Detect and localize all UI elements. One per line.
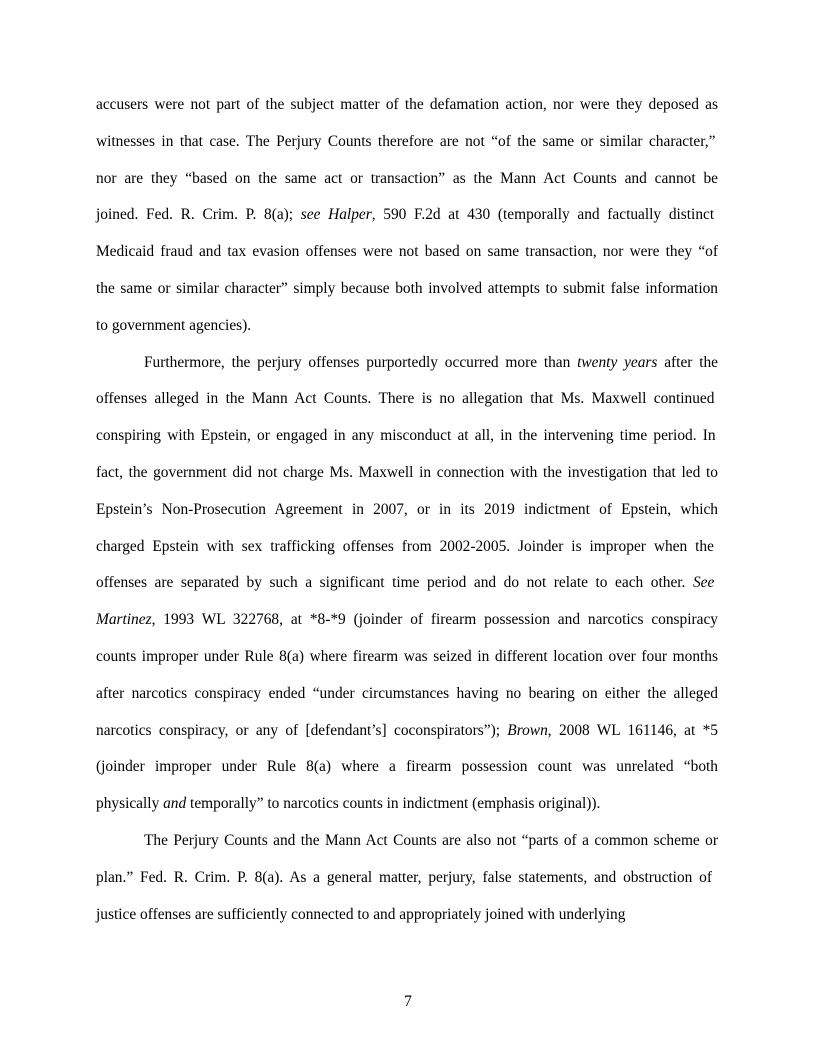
text-line (96, 426, 716, 446)
text-run: temporally” to narcotics counts in indictment (emphasis original)). (186, 795, 601, 813)
text-line (96, 242, 718, 262)
text-run: justice offenses are sufficiently connected to and appropriately joined with underlying (96, 905, 626, 923)
text-line (96, 757, 718, 777)
text-run: (joinder improper under Rule 8(a) where a firearm possession count was unrelated “both (96, 758, 718, 776)
text-run: The Perjury Counts and the Mann Act Counts are also not “parts of a common scheme or (144, 832, 718, 849)
italic-text: Brown (507, 721, 548, 739)
text-line (96, 279, 718, 299)
text-line (96, 500, 718, 520)
text-line (144, 353, 718, 373)
text-line (96, 905, 625, 925)
text-line (96, 316, 251, 336)
text-line (144, 831, 718, 851)
text-line (96, 721, 718, 741)
text-run: charged Epstein with sex trafficking offenses from 2002-2005. Joinder is improper when the (96, 537, 714, 555)
text-line (96, 684, 718, 704)
text-run: , 2008 WL 161146, at *5 (547, 721, 718, 739)
text-run: Medicaid fraud and tax evasion offenses were not based on same transaction, nor were they “of (96, 243, 718, 261)
text-line (96, 389, 714, 409)
page-number: 7 (404, 993, 412, 1010)
text-run: the same or similar character” simply because both involved attempts to submit false information (96, 280, 718, 297)
text-run: physically (96, 795, 164, 813)
italic-text: see Halper (300, 206, 372, 224)
italic-text: and (163, 795, 187, 813)
text-line (96, 537, 714, 557)
text-run: narcotics conspiracy, or any of [defendant’s] coconspirators”); (96, 721, 508, 739)
text-line (96, 868, 712, 888)
text-run: , 1993 WL 322768, at *8-*9 (joinder of firearm possession and narcotics conspiracy (151, 611, 718, 629)
text-line (96, 169, 718, 189)
text-run: offenses are separated by such a significant time period and do not relate to each other. (96, 574, 693, 592)
text-run: joined. Fed. R. Crim. P. 8(a); (96, 206, 301, 224)
italic-text: twenty years (577, 353, 658, 371)
text-line (96, 132, 715, 152)
text-run: offenses alleged in the Mann Act Counts. There is no allegation that Ms. Maxwell continued (96, 390, 715, 408)
text-line (96, 573, 714, 593)
text-run: plan.” Fed. R. Crim. P. 8(a). As a general matter, perjury, false statements, and obstruction of (96, 868, 713, 886)
text-run: nor are they “based on the same act or transaction” as the Mann Act Counts and cannot be (96, 169, 718, 187)
text-run: accusers were not part of the subject matter of the defamation action, nor were they deposed as (96, 96, 718, 113)
italic-text: Martinez (96, 611, 152, 629)
text-run: conspiring with Epstein, or engaged in any misconduct at all, in the intervening time period. In (96, 427, 716, 445)
text-run: to government agencies). (96, 316, 252, 334)
text-line (96, 205, 714, 225)
text-run: after narcotics conspiracy ended “under circumstances having no bearing on either the alleged (96, 684, 718, 702)
text-run: Furthermore, the perjury offenses purportedly occurred more than (144, 353, 578, 371)
text-run: witnesses in that case. The Perjury Counts therefore are not “of the same or similar character,” (96, 132, 716, 150)
italic-text: See (692, 574, 715, 592)
text-run: after the (657, 353, 718, 371)
text-run: fact, the government did not charge Ms. Maxwell in connection with the investigation that led to (96, 464, 718, 481)
text-line (96, 794, 600, 814)
text-line (96, 647, 718, 667)
text-line (96, 610, 718, 630)
text-run: , 590 F.2d at 430 (temporally and factually distinct (371, 206, 715, 224)
text-run: counts improper under Rule 8(a) where firearm was seized in different location over four months (96, 648, 718, 665)
text-line (96, 463, 718, 483)
text-line (96, 95, 718, 115)
text-run: Epstein’s Non-Prosecution Agreement in 2007, or in its 2019 indictment of Epstein, which (96, 500, 719, 518)
